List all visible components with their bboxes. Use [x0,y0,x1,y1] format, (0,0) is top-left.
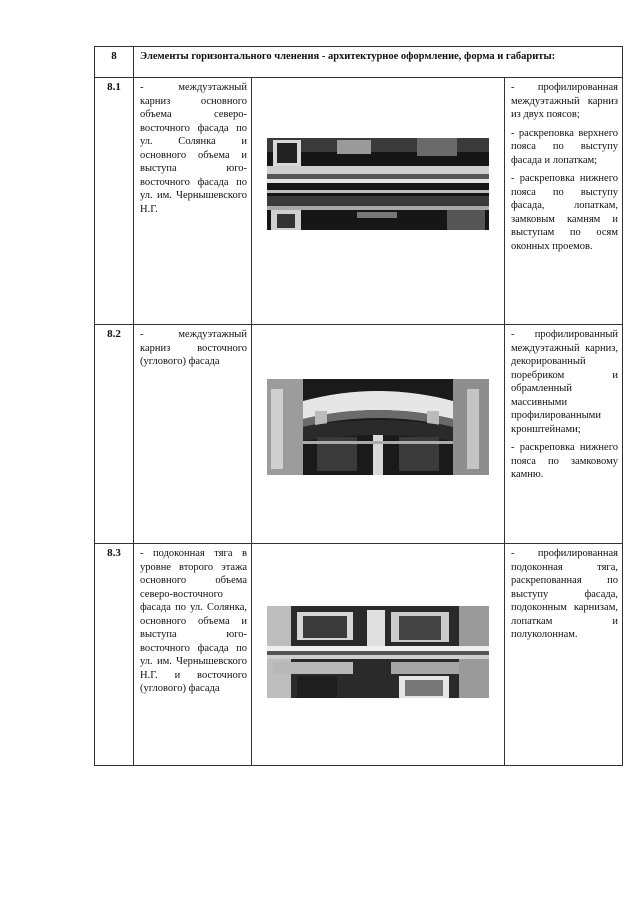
description-line: - профилированная подоконная тяга, раскрепованная по выступу фасада, подоконным карнизам, лопаткам и полуколоннам. [511,548,618,640]
section-header-row [95,47,623,78]
section-number-cell [95,47,134,78]
section-title: Элементы горизонтального членения - архитектурное оформление, форма и габариты: [140,51,556,62]
element-name: - междуэтажный карниз восточного (углового) фасада [140,329,247,367]
photo-cell [252,544,505,766]
row-number: 8.3 [107,547,121,559]
element-description [505,544,622,642]
section-title-cell [134,47,623,78]
section-number: 8 [111,50,117,62]
description-line: - профилированная междуэтажный карниз из двух поясов; [511,82,618,120]
table-row [95,544,623,766]
table-row [95,325,623,544]
row-number: 8.1 [107,81,121,93]
description-line: - раскреповка нижнего пояса по выступу фасада, лопаткам, замковым камням и выступам по осям оконных проемов. [511,173,618,252]
element-name: - подоконная тяга в уровне второго этажа основного объема северо-восточного фасада по ул. Солянка, основного объема и выступа юго-восточного фасада по ул. им. Чернышевского Н.Г. и восточного (углового) фасада [140,548,247,694]
element-description [505,78,622,253]
table-row [95,78,623,325]
description-line: - раскреповка верхнего пояса по выступу фасада и лопаткам; [511,127,618,166]
architecture-table [94,46,623,766]
element-description [505,325,622,482]
window-sill-photo [267,606,489,698]
description-line: - раскреповка нижнего пояса по замковому камню. [511,442,618,480]
description-line: - профилированный междуэтажный карниз, декорированный поребриком и обрамленный массивными профилированными кронштейнами; [511,329,618,435]
element-name: - междуэтажный карниз основного объема северо-восточного фасада по ул. Солянка и основного объема и выступа юго-восточного фасада по ул. им. Чернышевского Н.Г. [140,82,247,215]
photo-cell [252,325,505,544]
photo-cell [252,78,505,325]
facade-cornice-photo [267,138,489,230]
row-number: 8.2 [107,328,121,340]
corner-cornice-photo [267,379,489,475]
